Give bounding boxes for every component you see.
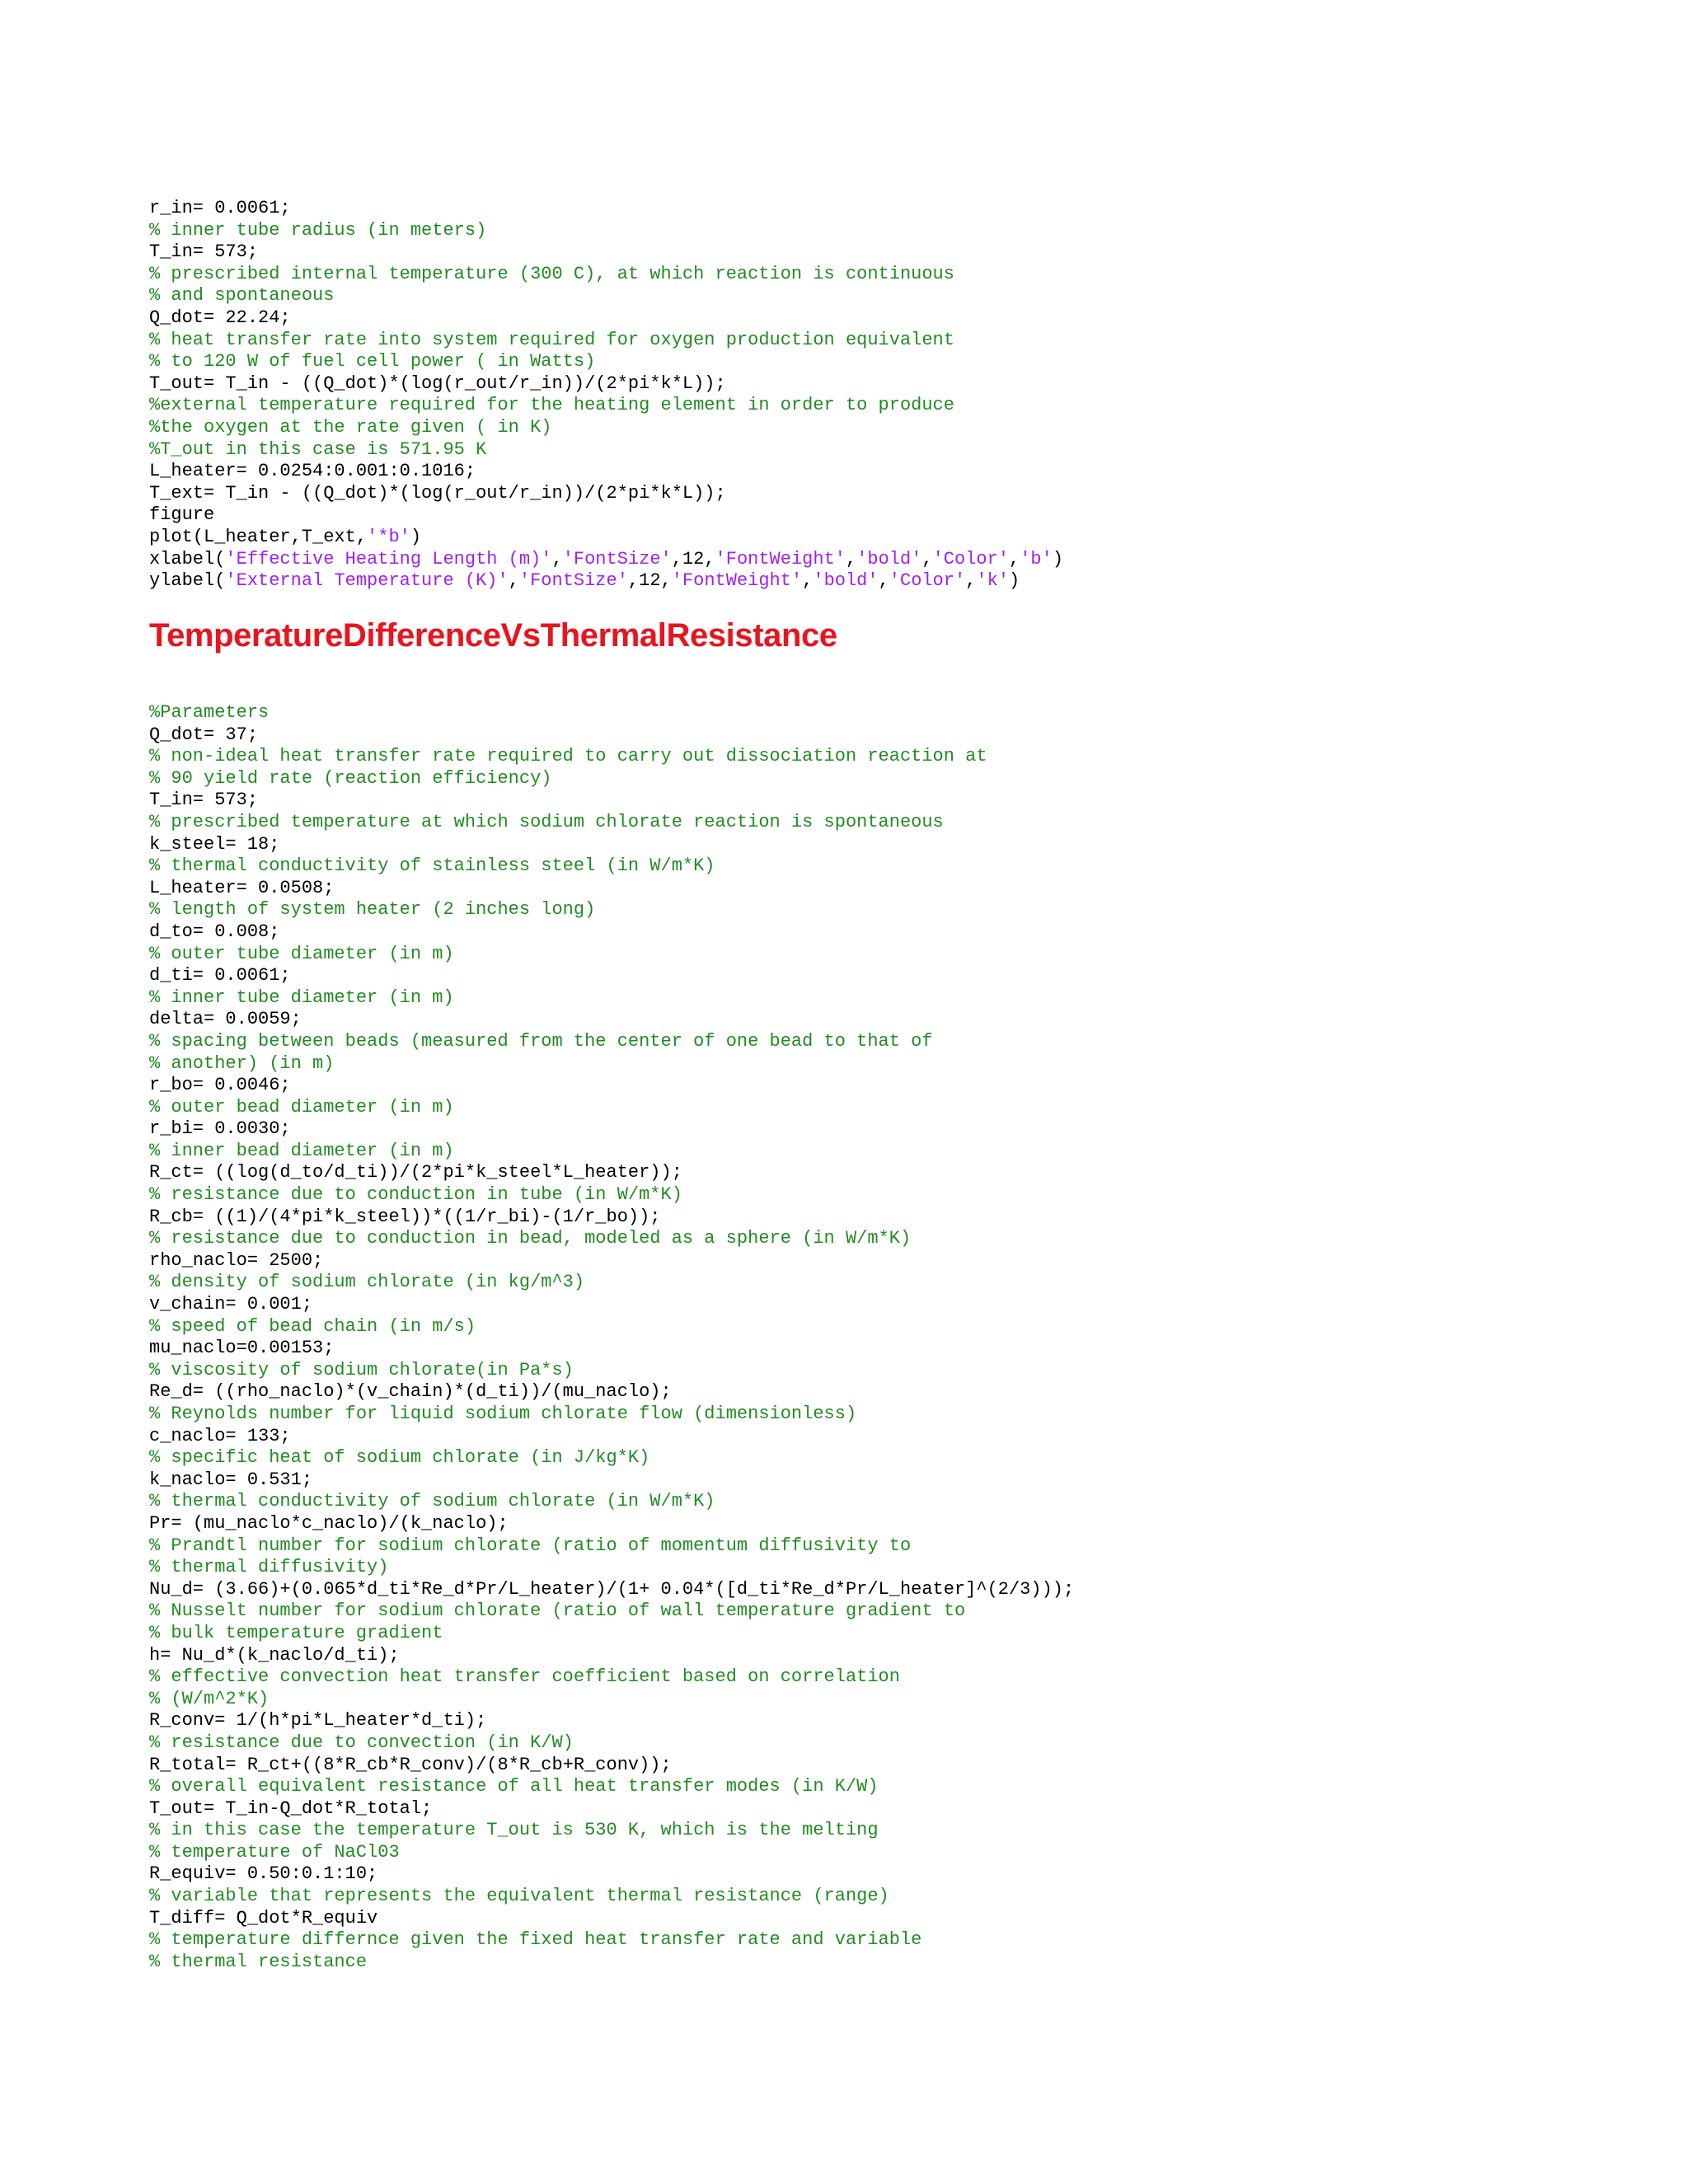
code-line: rho_naclo= 2500; — [149, 1249, 324, 1271]
code-line: d_to= 0.008; — [149, 921, 280, 942]
code-line: T_out= T_in-Q_dot*R_total; — [149, 1797, 433, 1819]
code-line: R_cb= ((1)/(4*pi*k_steel))*((1/r_bi)-(1/r_bo)); — [149, 1206, 661, 1227]
code-comment-line: % inner tube radius (in meters) — [149, 219, 487, 241]
code-line: R_equiv= 0.50:0.1:10; — [149, 1863, 378, 1885]
code-comment-line: % viscosity of sodium chlorate(in Pa*s) — [149, 1359, 574, 1380]
code-line: k_steel= 18; — [149, 833, 280, 855]
code-line: c_naclo= 133; — [149, 1425, 291, 1446]
code-line: Q_dot= 37; — [149, 724, 259, 745]
code-line: T_out= T_in - ((Q_dot)*(log(r_out/r_in))/(2*pi*k*L)); — [149, 373, 726, 394]
code-comment-line: % length of system heater (2 inches long) — [149, 899, 596, 921]
code-line: delta= 0.0059; — [149, 1009, 302, 1030]
code-line: ylabel('External Temperature (K)','FontSize',12,'FontWeight','bold','Color','k') — [149, 570, 1020, 592]
section-heading: TemperatureDifferenceVsThermalResistance — [149, 617, 837, 654]
code-line: figure — [149, 504, 215, 526]
code-comment-line: % resistance due to convection (in K/W) — [149, 1732, 574, 1753]
code-line: h= Nu_d*(k_naclo/d_ti); — [149, 1644, 400, 1666]
code-line: d_ti= 0.0061; — [149, 965, 291, 987]
code-comment-line: % in this case the temperature T_out is 530 K, which is the melting — [149, 1820, 879, 1841]
code-block-main — [149, 702, 1074, 1973]
code-comment-line: % bulk temperature gradient — [149, 1622, 443, 1643]
code-comment-line: % temperature of NaCl03 — [149, 1841, 400, 1863]
code-line: mu_naclo=0.00153; — [149, 1338, 335, 1359]
code-comment-line: % Prandtl number for sodium chlorate (ratio of momentum diffusivity to — [149, 1535, 912, 1556]
code-comment-line: % variable that represents the equivalent thermal resistance (range) — [149, 1886, 889, 1907]
code-comment-line: % thermal diffusivity) — [149, 1557, 389, 1578]
code-comment-line: % another) (in m) — [149, 1052, 335, 1074]
code-line: R_conv= 1/(h*pi*L_heater*d_ti); — [149, 1710, 487, 1732]
code-line: r_in= 0.0061; — [149, 198, 291, 218]
code-comment-line: % 90 yield rate (reaction efficiency) — [149, 767, 552, 789]
code-line: L_heater= 0.0508; — [149, 877, 335, 898]
code-line: T_ext= T_in - ((Q_dot)*(log(r_out/r_in))/(2*pi*k*L)); — [149, 482, 726, 504]
code-line: Re_d= ((rho_naclo)*(v_chain)*(d_ti))/(mu_naclo); — [149, 1381, 672, 1403]
code-line: T_diff= Q_dot*R_equiv — [149, 1907, 378, 1929]
code-comment-line: % spacing between beads (measured from the center of one bead to that of — [149, 1030, 933, 1052]
code-line: T_in= 573; — [149, 790, 259, 811]
code-line: T_in= 573; — [149, 241, 259, 263]
code-comment-line: % thermal resistance — [149, 1951, 368, 1972]
code-comment-line: % to 120 W of fuel cell power ( in Watts) — [149, 351, 596, 373]
code-comment-line: % heat transfer rate into system required for oxygen production equivalent — [149, 329, 954, 350]
code-line: R_ct= ((log(d_to/d_ti))/(2*pi*k_steel*L_heater)); — [149, 1162, 682, 1183]
code-comment-line: % Reynolds number for liquid sodium chlorate flow (dimensionless) — [149, 1404, 857, 1424]
code-comment-line: % outer bead diameter (in m) — [149, 1096, 454, 1118]
code-comment-line: % prescribed internal temperature (300 C), at which reaction is continuous — [149, 263, 954, 284]
code-comment-line: % non-ideal heat transfer rate required to carry out dissociation reaction at — [149, 746, 987, 767]
code-comment-line: %the oxygen at the rate given ( in K) — [149, 416, 552, 438]
code-line: v_chain= 0.001; — [149, 1294, 313, 1315]
code-line: r_bo= 0.0046; — [149, 1075, 291, 1096]
code-comment-line: % density of sodium chlorate (in kg/m^3) — [149, 1272, 585, 1293]
code-comment-line: % inner bead diameter (in m) — [149, 1140, 454, 1161]
code-line: plot(L_heater,T_ext,'*b') — [149, 526, 422, 547]
code-comment-line: % effective convection heat transfer coefficient based on correlation — [149, 1666, 900, 1688]
code-comment-line: % thermal conductivity of stainless steel (in W/m*K) — [149, 855, 715, 877]
code-line: xlabel('Effective Heating Length (m)','FontSize',12,'FontWeight','bold','Color','b') — [149, 548, 1064, 569]
code-comment-line: % thermal conductivity of sodium chlorate (in W/m*K) — [149, 1491, 715, 1512]
code-comment-line: % and spontaneous — [149, 285, 335, 307]
code-block-top — [149, 198, 1063, 593]
code-comment-line: %T_out in this case is 571.95 K — [149, 438, 487, 460]
code-comment-line: % prescribed temperature at which sodium chlorate reaction is spontaneous — [149, 811, 944, 832]
code-comment-line: % overall equivalent resistance of all heat transfer modes (in K/W) — [149, 1776, 879, 1797]
code-comment-line: % (W/m^2*K) — [149, 1688, 270, 1709]
code-line: k_naclo= 0.531; — [149, 1469, 313, 1490]
code-comment-line: % inner tube diameter (in m) — [149, 987, 454, 1008]
code-line: Nu_d= (3.66)+(0.065*d_ti*Re_d*Pr/L_heater)/(1+ 0.04*([d_ti*Re_d*Pr/L_heater]^(2/3))); — [149, 1578, 1075, 1600]
code-comment-line: % resistance due to conduction in tube (in W/m*K) — [149, 1184, 682, 1206]
code-comment-line: % resistance due to conduction in bead, modeled as a sphere (in W/m*K) — [149, 1228, 912, 1249]
code-line: R_total= R_ct+((8*R_cb*R_conv)/(8*R_cb+R_conv)); — [149, 1754, 672, 1775]
code-line: L_heater= 0.0254:0.001:0.1016; — [149, 461, 476, 482]
code-comment-line: % speed of bead chain (in m/s) — [149, 1315, 476, 1337]
code-line: r_bi= 0.0030; — [149, 1118, 291, 1140]
code-comment-line: % Nusselt number for sodium chlorate (ratio of wall temperature gradient to — [149, 1601, 966, 1622]
code-comment-line: % specific heat of sodium chlorate (in J/kg*K) — [149, 1447, 650, 1469]
code-comment-line: %external temperature required for the heating element in order to produce — [149, 395, 954, 416]
code-comment-line: %Parameters — [149, 702, 270, 723]
code-line: Q_dot= 22.24; — [149, 307, 291, 328]
code-line: Pr= (mu_naclo*c_naclo)/(k_naclo); — [149, 1512, 509, 1534]
code-comment-line: % outer tube diameter (in m) — [149, 943, 454, 964]
code-comment-line: % temperature differnce given the fixed heat transfer rate and variable — [149, 1929, 922, 1951]
